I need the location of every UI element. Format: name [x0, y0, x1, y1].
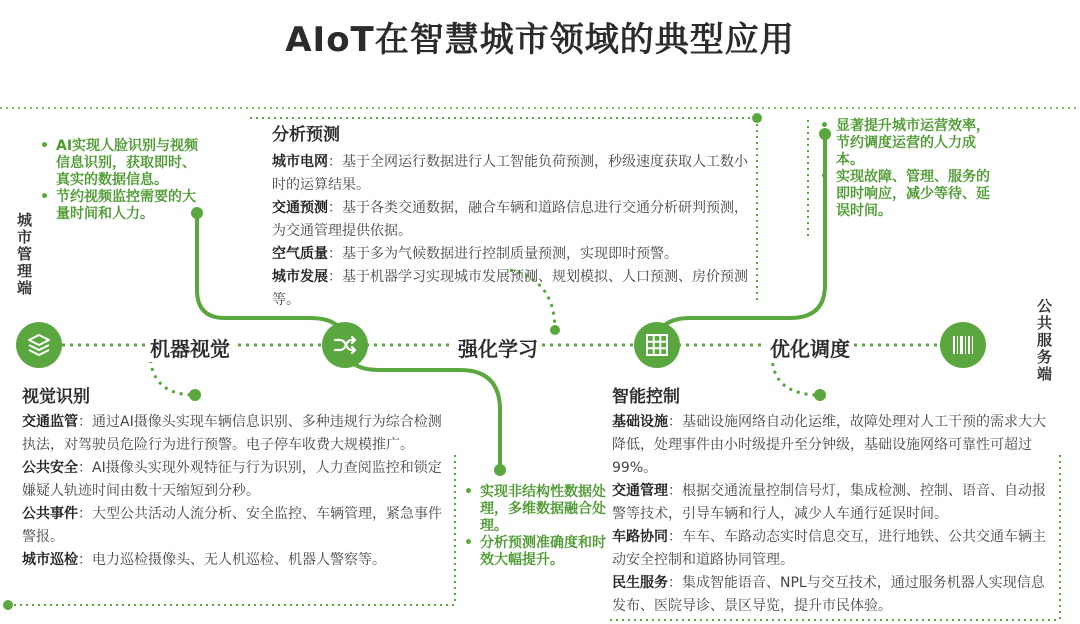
- stage-label-reinforcement-learning: 强化学习: [454, 333, 542, 362]
- bullet-item: • 实现故障、管理、服务的即时响应，减少等待、延误时间。: [820, 169, 1000, 220]
- panel-entry: 基础设施：基础设施网络自动化运维，故障处理对人工干预的需求大大降低，处理事件由小时级提升至分钟级，基础设施网络可靠性可超过99%。: [612, 414, 1046, 476]
- panel-entry: 城市巡检：电力巡检摄像头、无人机巡检、机器人警察等。: [22, 552, 386, 568]
- bullet-item: • AI实现人脸识别与视频信息识别，获取即时、真实的数据信息。: [40, 138, 200, 189]
- panel-control: [612, 382, 1056, 618]
- shuffle-icon: [322, 322, 368, 368]
- layers-icon: [16, 322, 62, 368]
- barcode-icon: [940, 322, 986, 368]
- bullet-item: • 分析预测准确度和时效大幅提升。: [464, 535, 614, 569]
- panel-entry: 公共安全：AI摄像头实现外观特征与行为识别，人力查阅监控和锁定嫌疑人轨迹时间由数十天缩短到分秒。: [22, 460, 442, 499]
- panel-title: 智能控制: [612, 387, 680, 407]
- grid-icon: [634, 322, 680, 368]
- bullet-item: • 节约视频监控需要的大量时间和人力。: [40, 189, 200, 223]
- page-title: AIoT在智慧城市领域的典型应用: [285, 20, 795, 60]
- panel-entry: 交通管理：根据交通流量控制信号灯，集成检测、控制、语音、自动报警等技术，引导车辆和行人，减少人车通行延误时间。: [612, 483, 1046, 522]
- panel-entry: 城市电网：基于全网运行数据进行人工智能负荷预测，秒级速度获取人工数小时的运算结果。: [272, 154, 748, 193]
- bullet-item: • 显著提升城市运营效率，节约调度运营的人力成本。: [820, 118, 1000, 169]
- stage-label-optimized-scheduling: 优化调度: [766, 333, 854, 362]
- bullets-top-right: [820, 118, 1000, 220]
- panel-entry: 交通预测：基于各类交通数据，融合车辆和道路信息进行交通分析研判预测，为交通管理提供依据。: [272, 200, 748, 239]
- panel-entry: 公共事件：大型公共活动人流分析、安全监控、车辆管理，紧急事件警报。: [22, 506, 442, 545]
- panel-entry: 城市发展：基于机器学习实现城市发展预测、规划模拟、人口预测、房价预测等。: [272, 269, 748, 308]
- side-label-city-management: 城市管理端: [15, 212, 33, 297]
- side-label-public-service: 公共服务端: [1035, 298, 1053, 383]
- panel-entry: 车路协同：车车、车路动态实时信息交互，进行地铁、公共交通车辆主动安全控制和道路协同管理。: [612, 529, 1046, 568]
- panel-entry: 交通监管：通过AI摄像头实现车辆信息识别、多种违规行为综合检测执法，对驾驶员危险行为进行预警。电子停车收费大规模推广。: [22, 414, 442, 453]
- bullets-top-left: [40, 138, 200, 223]
- bullet-item: • 实现非结构性数据处理，多维数据融合处理。: [464, 484, 614, 535]
- panel-analysis: [272, 120, 752, 312]
- panel-entry: 民生服务：集成智能语音、NPL与交互技术，通过服务机器人实现信息发布、医院导诊、景区导览，提升市民体验。: [612, 575, 1045, 614]
- bullets-bottom-middle: [464, 484, 614, 569]
- panel-title: 视觉识别: [22, 387, 90, 407]
- panel-entry: 空气质量：基于多为气候数据进行控制质量预测，实现即时预警。: [272, 246, 678, 262]
- stage-label-machine-vision: 机器视觉: [146, 333, 234, 362]
- panel-title: 分析预测: [272, 125, 340, 145]
- panel-vision: [22, 382, 452, 572]
